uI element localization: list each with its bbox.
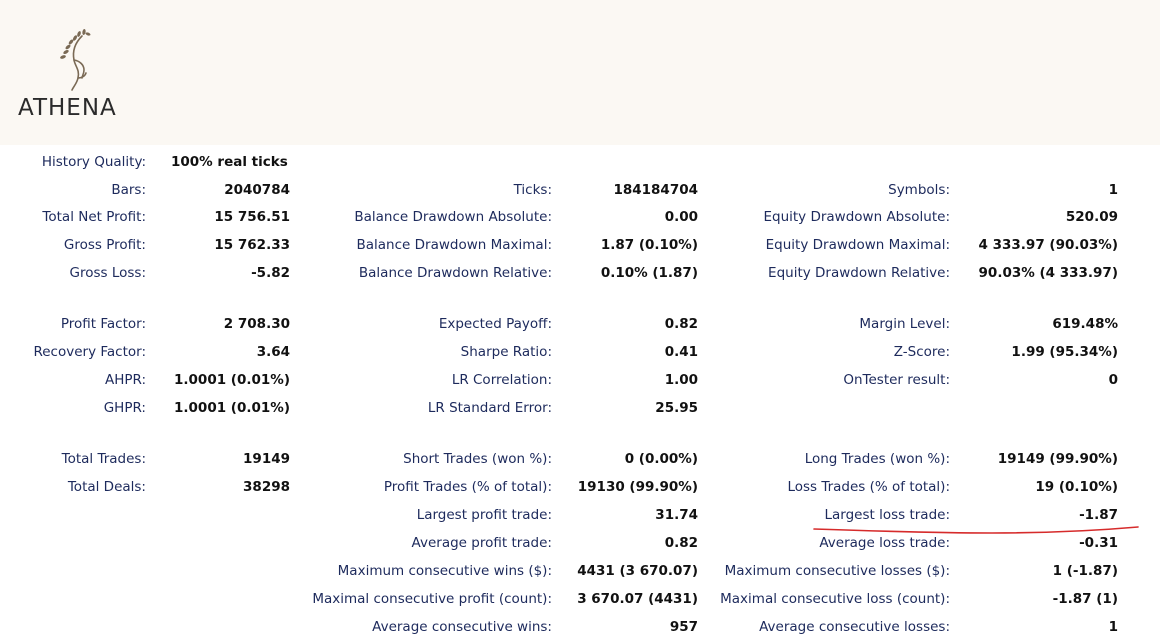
balance-drawdown-absolute-value: 0.00 [664, 209, 698, 225]
largest-profit-trade-label: Largest profit trade: [416, 507, 552, 523]
lr-standard-error-value: 25.95 [655, 400, 698, 416]
average-profit-trade-label: Average profit trade: [411, 535, 552, 551]
long-trades-value: 19149 (99.90%) [997, 451, 1118, 467]
loss-trades-label: Loss Trades (% of total): [787, 479, 950, 495]
equity-drawdown-relative-label: Equity Drawdown Relative: [768, 265, 950, 281]
balance-drawdown-relative-value: 0.10% (1.87) [600, 265, 698, 281]
total-net-profit-label: Total Net Profit: [42, 209, 146, 225]
short-trades-value: 0 (0.00%) [624, 451, 698, 467]
history-quality-label: History Quality: [41, 154, 146, 170]
brand-name: ATHENA [18, 95, 117, 121]
recovery-factor-label: Recovery Factor: [33, 344, 146, 360]
expected-payoff-value: 0.82 [664, 316, 698, 332]
short-trades-label: Short Trades (won %): [403, 451, 552, 467]
average-consecutive-wins-label: Average consecutive wins: [372, 619, 552, 635]
profit-trades-label: Profit Trades (% of total): [383, 479, 552, 495]
ticks-label: Ticks: [513, 182, 552, 198]
gross-profit-value: 15 762.33 [214, 237, 290, 253]
maximal-consecutive-profit-label: Maximal consecutive profit (count): [312, 591, 552, 607]
profit-factor-value: 2 708.30 [223, 316, 290, 332]
bars-label: Bars: [111, 182, 146, 198]
maximum-consecutive-wins-label: Maximum consecutive wins ($): [337, 563, 552, 579]
expected-payoff-label: Expected Payoff: [438, 316, 552, 332]
maximum-consecutive-wins-value: 4431 (3 670.07) [577, 563, 698, 579]
gross-loss-label: Gross Loss: [69, 265, 146, 281]
largest-loss-trade-value: -1.87 [1079, 507, 1118, 523]
equity-drawdown-absolute-label: Equity Drawdown Absolute: [763, 209, 950, 225]
average-consecutive-wins-value: 957 [669, 619, 698, 635]
profit-factor-label: Profit Factor: [60, 316, 146, 332]
maximal-consecutive-loss-label: Maximal consecutive loss (count): [720, 591, 950, 607]
largest-profit-trade-value: 31.74 [655, 507, 698, 523]
lr-standard-error-label: LR Standard Error: [427, 400, 552, 416]
ontester-result-value: 0 [1108, 372, 1118, 388]
lr-correlation-label: LR Correlation: [451, 372, 552, 388]
average-consecutive-losses-label: Average consecutive losses: [759, 619, 950, 635]
equity-drawdown-maximal-label: Equity Drawdown Maximal: [765, 237, 950, 253]
balance-drawdown-maximal-label: Balance Drawdown Maximal: [356, 237, 552, 253]
maximum-consecutive-losses-value: 1 (-1.87) [1052, 563, 1118, 579]
average-consecutive-losses-value: 1 [1108, 619, 1118, 635]
equity-drawdown-absolute-value: 520.09 [1065, 209, 1118, 225]
margin-level-value: 619.48% [1052, 316, 1118, 332]
average-loss-trade-label: Average loss trade: [819, 535, 950, 551]
recovery-factor-value: 3.64 [256, 344, 290, 360]
ahpr-value: 1.0001 (0.01%) [174, 372, 290, 388]
gross-profit-label: Gross Profit: [63, 237, 146, 253]
ontester-result-label: OnTester result: [843, 372, 950, 388]
gross-loss-value: -5.82 [251, 265, 290, 281]
total-trades-value: 19149 [243, 451, 290, 467]
symbols-value: 1 [1108, 182, 1118, 198]
average-profit-trade-value: 0.82 [664, 535, 698, 551]
long-trades-label: Long Trades (won %): [804, 451, 950, 467]
loss-trades-value: 19 (0.10%) [1035, 479, 1118, 495]
maximum-consecutive-losses-label: Maximum consecutive losses ($): [724, 563, 950, 579]
maximal-consecutive-profit-value: 3 670.07 (4431) [577, 591, 698, 607]
margin-level-label: Margin Level: [859, 316, 950, 332]
balance-drawdown-relative-label: Balance Drawdown Relative: [358, 265, 552, 281]
total-net-profit-value: 15 756.51 [214, 209, 290, 225]
ticks-value: 184184704 [613, 182, 698, 198]
profit-trades-value: 19130 (99.90%) [577, 479, 698, 495]
average-loss-trade-value: -0.31 [1079, 535, 1118, 551]
equity-drawdown-maximal-value: 4 333.97 (90.03%) [978, 237, 1118, 253]
lr-correlation-value: 1.00 [664, 372, 698, 388]
bars-value: 2040784 [224, 182, 290, 198]
symbols-label: Symbols: [888, 182, 950, 198]
largest-loss-trade-label: Largest loss trade: [824, 507, 950, 523]
ghpr-value: 1.0001 (0.01%) [174, 400, 290, 416]
total-deals-value: 38298 [243, 479, 290, 495]
total-trades-label: Total Trades: [61, 451, 146, 467]
ahpr-label: AHPR: [104, 372, 146, 388]
maximal-consecutive-loss-value: -1.87 (1) [1052, 591, 1118, 607]
balance-drawdown-absolute-label: Balance Drawdown Absolute: [354, 209, 552, 225]
balance-drawdown-maximal-value: 1.87 (0.10%) [600, 237, 698, 253]
history-quality-value: 100% real ticks [171, 154, 288, 170]
ghpr-label: GHPR: [103, 400, 146, 416]
sharpe-ratio-value: 0.41 [664, 344, 698, 360]
equity-drawdown-relative-value: 90.03% (4 333.97) [978, 265, 1118, 281]
z-score-value: 1.99 (95.34%) [1011, 344, 1118, 360]
z-score-label: Z-Score: [893, 344, 950, 360]
sharpe-ratio-label: Sharpe Ratio: [460, 344, 552, 360]
total-deals-label: Total Deals: [67, 479, 146, 495]
